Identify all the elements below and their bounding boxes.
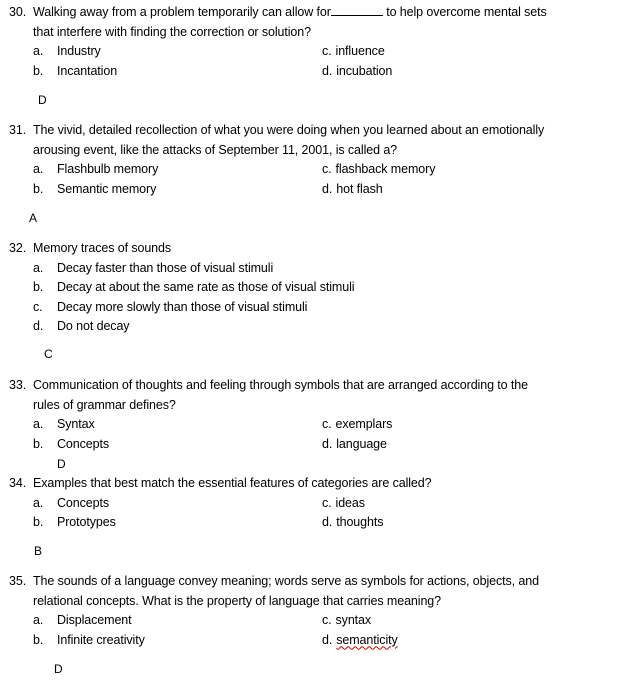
answer-33: D <box>57 457 66 471</box>
question-text: Examples that best match the essential features of categories are called? <box>33 476 432 490</box>
question-32 <box>9 239 609 337</box>
option-a: a. Syntax <box>33 417 95 431</box>
options <box>33 259 609 337</box>
option-c: c. syntax <box>322 613 372 627</box>
option-d: d. incubation <box>322 63 393 78</box>
question-number: 31. <box>9 123 27 137</box>
question-number: 32. <box>9 241 27 255</box>
options <box>33 611 609 650</box>
option-d: d. hot flash <box>322 181 383 196</box>
question-34 <box>9 474 609 533</box>
question-text-line2: arousing event, like the attacks of September 11, 2001, is called a? <box>33 142 398 157</box>
option-b: b. Concepts <box>33 436 110 451</box>
question-30 <box>9 3 609 81</box>
question-text: Communication of thoughts and feeling through symbols that are arranged according to the <box>33 378 528 392</box>
question-number: 35. <box>9 574 27 588</box>
question-text: Walking away from a problem temporarily can allow for to help overcome mental sets <box>33 5 547 19</box>
option-c: c. Decay more slowly than those of visual stimuli <box>33 299 308 314</box>
option-d: d. Do not decay <box>33 319 130 333</box>
option-a: a. Industry <box>33 44 101 58</box>
answer-31: A <box>29 211 38 225</box>
option-a: a. Displacement <box>33 613 132 627</box>
question-number: 34. <box>9 476 27 490</box>
answer-34: B <box>34 544 43 558</box>
question-text-line2: relational concepts. What is the property of language that carries meaning? <box>33 593 442 608</box>
question-33 <box>9 376 609 454</box>
options <box>33 160 609 199</box>
answer-30: D <box>38 93 47 107</box>
options <box>33 494 609 533</box>
spellcheck-underline: semanticity <box>336 632 398 647</box>
answer-35: D <box>54 662 63 676</box>
answer-32: C <box>44 347 53 361</box>
option-b: b. Infinite creativity <box>33 632 145 647</box>
question-number: 33. <box>9 378 27 392</box>
option-a: a. Flashbulb memory <box>33 162 159 176</box>
option-c: c. flashback memory <box>322 162 436 176</box>
question-text: The vivid, detailed recollection of what you were doing when you learned about an emotionally <box>33 123 545 137</box>
question-text: The sounds of a language convey meaning; words serve as symbols for actions, objects, and <box>33 574 539 588</box>
option-b: b. Semantic memory <box>33 181 157 196</box>
option-d: d. semanticity <box>322 632 398 647</box>
options <box>33 42 609 81</box>
options <box>33 415 609 454</box>
answer-blank <box>331 3 383 16</box>
question-text-line2: rules of grammar defines? <box>33 397 176 412</box>
option-a: a. Concepts <box>33 495 110 510</box>
question-31 <box>9 121 609 199</box>
option-c: c. ideas <box>322 495 365 510</box>
option-d: d. language <box>322 436 387 451</box>
option-c: c. exemplars <box>322 417 393 431</box>
option-b: b. Incantation <box>33 63 118 78</box>
option-c: c. influence <box>322 44 385 58</box>
question-text-line2: that interfere with finding the correction or solution? <box>33 24 311 39</box>
question-text: Memory traces of sounds <box>33 241 172 255</box>
option-b: b. Decay at about the same rate as those of visual stimuli <box>33 280 355 294</box>
question-number: 30. <box>9 5 27 19</box>
option-d: d. thoughts <box>322 515 384 529</box>
option-b: b. Prototypes <box>33 515 116 529</box>
question-35 <box>9 572 609 650</box>
option-a: a. Decay faster than those of visual stimuli <box>33 260 274 275</box>
